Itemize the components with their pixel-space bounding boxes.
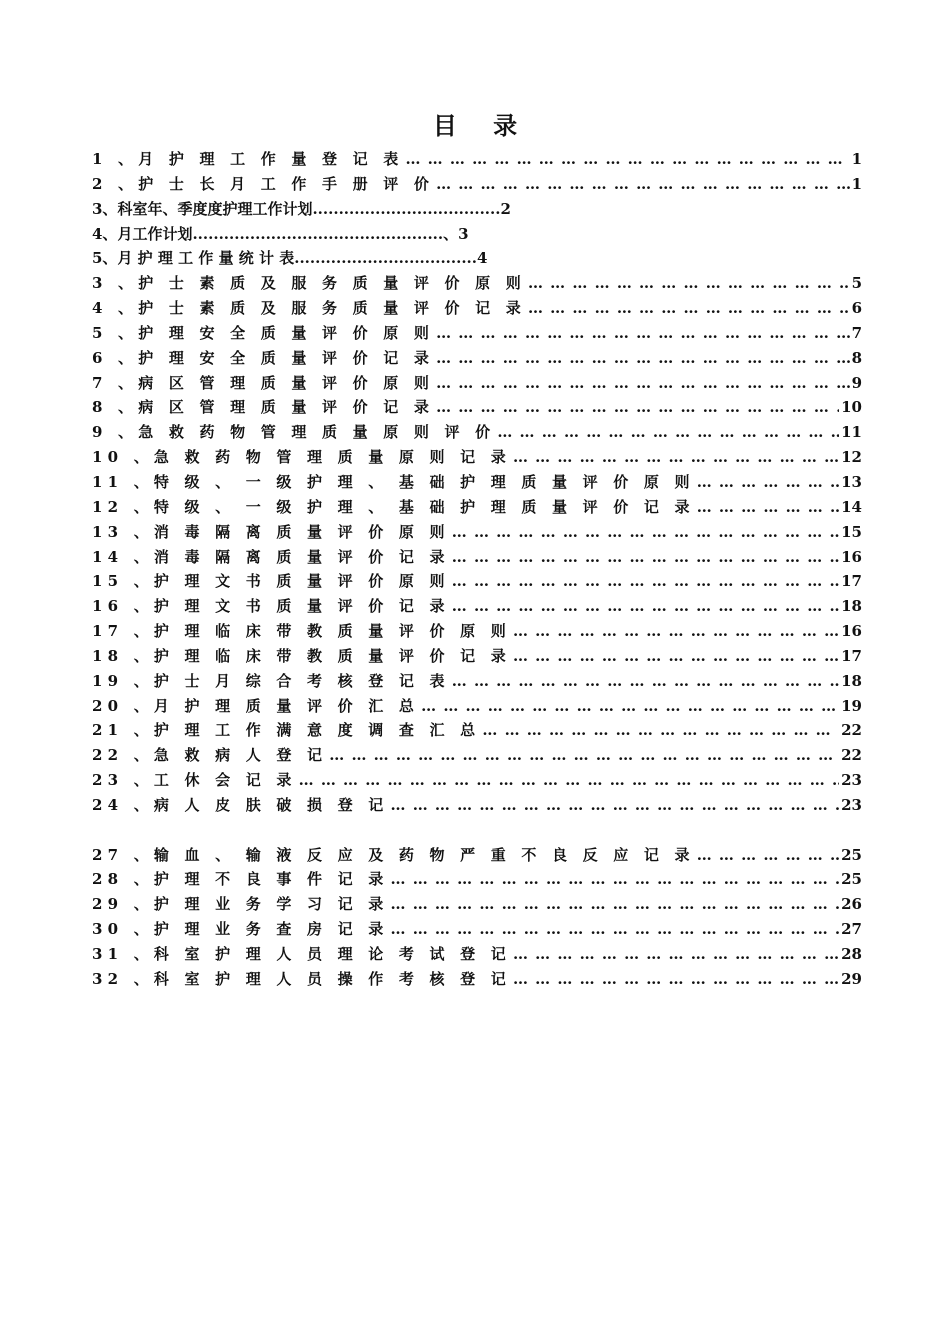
toc-entry-number: 16 、 xyxy=(92,597,154,616)
toc-entry-leader xyxy=(390,870,839,888)
toc-entry-leader xyxy=(697,498,839,516)
toc-entry-page: 6 xyxy=(851,299,862,318)
toc-entry[interactable] xyxy=(92,396,862,421)
toc-entry-label: 急 救 病 人 登 记 xyxy=(153,746,328,765)
toc-entry[interactable] xyxy=(92,297,862,322)
toc-entry[interactable] xyxy=(92,893,862,918)
toc-entry[interactable] xyxy=(92,173,862,198)
toc-entry-leader xyxy=(421,697,839,715)
toc-entry-label: 科室年、季度度护理工作计划 xyxy=(117,199,313,218)
toc-entry-leader xyxy=(329,746,839,764)
toc-entry-number: 7 、 xyxy=(92,373,139,392)
toc-entry-label: 月 护 理 质 量 评 价 汇 总 xyxy=(153,696,420,715)
toc-entry-number: 23 、 xyxy=(92,771,154,790)
toc-entry-leader: ................................................ xyxy=(192,224,444,243)
toc-entry-label: 月 护 理 工 作 量 登 记 表 xyxy=(138,150,404,168)
toc-entry-number: 4 、 xyxy=(92,299,139,318)
toc-entry-leader xyxy=(697,846,839,864)
toc-entry-label: 护 理 业 务 查 房 记 录 xyxy=(153,920,389,939)
toc-entry[interactable] xyxy=(92,620,862,645)
toc-entry-leader xyxy=(513,945,839,963)
toc-entry[interactable] xyxy=(92,794,862,819)
toc-entry[interactable] xyxy=(92,844,862,869)
toc-entry-page: 10 xyxy=(841,398,862,417)
toc-entry-leader xyxy=(436,175,849,193)
toc-entry-number: 13 、 xyxy=(92,522,154,541)
toc-entry[interactable] xyxy=(92,247,862,272)
toc-entry-number: 30 、 xyxy=(92,920,154,939)
toc-entry-leader xyxy=(436,398,839,416)
toc-entry-page: 23 xyxy=(841,795,862,814)
toc-entry-label: 病 区 管 理 质 量 评 价 记 录 xyxy=(138,398,435,417)
toc-entry-page: 1 xyxy=(851,174,862,193)
toc-entry-leader xyxy=(405,150,849,168)
toc-entry-number: 14 、 xyxy=(92,547,154,566)
toc-entry-number: 4、 xyxy=(92,224,118,243)
toc-entry-leader xyxy=(390,920,839,938)
toc-entry[interactable] xyxy=(92,347,862,372)
toc-entry[interactable] xyxy=(92,546,862,571)
toc-entry-leader xyxy=(390,796,839,814)
toc-entry-page: 26 xyxy=(841,895,862,914)
toc-entry-label: 护 理 文 书 质 量 评 价 原 则 xyxy=(153,572,450,591)
toc-entry-page: 29 xyxy=(841,969,862,988)
toc-entry-leader xyxy=(390,895,839,913)
toc-entry-page: 2 xyxy=(500,199,511,218)
toc-entry-page: 23 xyxy=(841,771,862,790)
toc-entry-label: 特 级 、 一 级 护 理 、 基 础 护 理 质 量 评 价 原 则 xyxy=(153,472,695,491)
toc-entry-leader xyxy=(436,374,849,392)
toc-entry-number: 22 、 xyxy=(92,746,154,765)
toc-entry-number: 2 、 xyxy=(92,174,139,193)
toc-entry-page: 18 xyxy=(841,671,862,690)
toc-entry-number: 12 、 xyxy=(92,497,154,516)
toc-entry-page: 13 xyxy=(841,472,862,491)
toc-entry-leader xyxy=(513,647,839,665)
toc-entry-number: 10 、 xyxy=(92,448,154,467)
toc-entry[interactable] xyxy=(92,645,862,670)
toc-entry-number: 11 、 xyxy=(92,472,154,491)
toc-entry-number: 17 、 xyxy=(92,622,154,641)
toc-entry-page: 22 xyxy=(841,721,862,740)
toc-entry-label: 月工作计划 xyxy=(117,224,193,243)
toc-entry-page: 15 xyxy=(841,522,862,541)
toc-entry-label: 护 理 不 良 事 件 记 录 xyxy=(153,870,389,889)
toc-entry-leader: .................................... xyxy=(312,199,501,218)
toc-entry-page: 1 xyxy=(851,150,862,168)
toc-entry[interactable] xyxy=(92,943,862,968)
toc-entry-page: 19 xyxy=(841,696,862,715)
toc-entry-number: 8 、 xyxy=(92,398,139,417)
toc-entry-label: 科 室 护 理 人 员 理 论 考 试 登 记 xyxy=(153,945,511,963)
toc-entry-leader xyxy=(452,597,839,615)
toc-entry-leader xyxy=(436,324,849,342)
toc-list xyxy=(92,148,862,993)
toc-entry-leader xyxy=(452,672,839,690)
toc-entry-leader xyxy=(452,523,839,541)
toc-entry-number: 18 、 xyxy=(92,646,154,665)
toc-entry[interactable] xyxy=(92,446,862,471)
toc-entry[interactable] xyxy=(92,198,862,223)
toc-entry-leader xyxy=(452,572,839,590)
toc-entry-number: 5、 xyxy=(92,249,118,268)
toc-entry[interactable] xyxy=(92,521,862,546)
toc-entry[interactable] xyxy=(92,372,862,397)
toc-entry-number: 32 、 xyxy=(92,969,154,988)
toc-entry[interactable] xyxy=(92,471,862,496)
toc-entry-page: 11 xyxy=(841,423,862,442)
toc-entry-page: 8 xyxy=(851,348,862,367)
toc-entry-number: 20 、 xyxy=(92,696,154,715)
toc-entry[interactable] xyxy=(92,670,862,695)
toc-entry-page: 12 xyxy=(841,448,862,467)
toc-entry-page: 25 xyxy=(841,845,862,864)
toc-entry[interactable] xyxy=(92,421,862,446)
toc-entry[interactable] xyxy=(92,322,862,347)
toc-entry-page: 4 xyxy=(477,249,488,268)
toc-entry[interactable] xyxy=(92,918,862,943)
toc-entry-label: 病 区 管 理 质 量 评 价 原 则 xyxy=(138,373,435,392)
toc-entry-label: 护 理 临 床 带 教 质 量 评 价 原 则 xyxy=(153,622,511,641)
toc-entry-leader xyxy=(482,721,839,739)
toc-entry-label: 工 休 会 记 录 xyxy=(153,771,297,790)
toc-entry-label: 特 级 、 一 级 护 理 、 基 础 护 理 质 量 评 价 记 录 xyxy=(153,497,695,516)
toc-entry-page: 7 xyxy=(851,323,862,342)
toc-entry-label: 急 救 药 物 管 理 质 量 原 则 评 价 xyxy=(138,423,496,442)
toc-entry-label: 护 理 业 务 学 习 记 录 xyxy=(153,895,389,914)
toc-entry-page: 28 xyxy=(841,945,862,963)
toc-entry-page: 16 xyxy=(841,547,862,566)
toc-entry-label: 护 理 临 床 带 教 质 量 评 价 记 录 xyxy=(153,646,511,665)
toc-entry-page: 18 xyxy=(841,597,862,616)
toc-entry-label: 月 护 理 工 作 量 统 计 表 xyxy=(117,249,295,268)
toc-entry-number: 6 、 xyxy=(92,348,139,367)
toc-entry-label: 急 救 药 物 管 理 质 量 原 则 记 录 xyxy=(153,448,511,467)
toc-entry-leader xyxy=(497,423,839,441)
toc-entry-label: 消 毒 隔 离 质 量 评 价 原 则 xyxy=(153,522,450,541)
toc-entry-label: 护 理 工 作 满 意 度 调 查 汇 总 xyxy=(153,721,481,740)
toc-entry[interactable] xyxy=(92,744,862,769)
toc-entry-page: 25 xyxy=(841,870,862,889)
toc-entry-page: 17 xyxy=(841,572,862,591)
toc-entry-number: 29 、 xyxy=(92,895,154,914)
toc-entry[interactable] xyxy=(92,769,862,794)
toc-entry-number: 27 、 xyxy=(92,845,154,864)
toc-entry-label: 护 理 安 全 质 量 评 价 记 录 xyxy=(138,348,435,367)
toc-entry-number: 5 、 xyxy=(92,323,139,342)
toc-entry-leader xyxy=(528,274,850,292)
toc-entry[interactable] xyxy=(92,148,862,173)
toc-entry-number: 28 、 xyxy=(92,870,154,889)
toc-entry-label: 护 士 素 质 及 服 务 质 量 评 价 记 录 xyxy=(138,299,526,318)
toc-entry[interactable] xyxy=(92,595,862,620)
toc-entry-page: 9 xyxy=(851,373,862,392)
toc-entry-label: 消 毒 隔 离 质 量 评 价 记 录 xyxy=(153,547,450,566)
toc-entry-leader xyxy=(299,771,840,789)
toc-entry-page: 17 xyxy=(841,646,862,665)
toc-entry-label: 护 士 月 综 合 考 核 登 记 表 xyxy=(153,671,450,690)
toc-entry-number: 24 、 xyxy=(92,795,154,814)
toc-entry-page: 5 xyxy=(851,274,862,293)
toc-entry-number: 15 、 xyxy=(92,572,154,591)
toc-entry-label: 输 血 、 输 液 反 应 及 药 物 严 重 不 良 反 应 记 录 xyxy=(153,845,695,864)
toc-entry-page: 14 xyxy=(841,497,862,516)
toc-entry-number: 1 、 xyxy=(92,150,139,168)
toc-entry-number: 31 、 xyxy=(92,945,154,963)
toc-entry-leader xyxy=(513,448,839,466)
toc-entry[interactable] xyxy=(92,570,862,595)
toc-entry[interactable] xyxy=(92,719,862,744)
toc-entry-leader xyxy=(436,349,849,367)
toc-entry-page: 27 xyxy=(841,920,862,939)
toc-entry[interactable] xyxy=(92,223,862,248)
toc-entry-label: 护 理 文 书 质 量 评 价 记 录 xyxy=(153,597,450,616)
toc-entry[interactable] xyxy=(92,695,862,720)
toc-entry-label: 护 士 素 质 及 服 务 质 量 评 价 原 则 xyxy=(138,274,526,293)
toc-entry-number: 9 、 xyxy=(92,423,139,442)
toc-title: 目 录 xyxy=(432,111,532,140)
toc-entry-leader xyxy=(528,299,850,317)
toc-entry-leader xyxy=(513,970,839,988)
toc-entry-label: 护 士 长 月 工 作 手 册 评 价 xyxy=(138,174,435,193)
toc-entry-label: 病 人 皮 肤 破 损 登 记 xyxy=(153,795,389,814)
toc-entry-number: 19 、 xyxy=(92,671,154,690)
toc-entry[interactable] xyxy=(92,272,862,297)
toc-entry-label: 科 室 护 理 人 员 操 作 考 核 登 记 xyxy=(153,969,511,988)
toc-entry-leader xyxy=(452,548,839,566)
toc-entry-number: 21 、 xyxy=(92,721,154,740)
toc-entry-number: 3、 xyxy=(92,199,118,218)
toc-entry-number: 3 、 xyxy=(92,274,139,293)
toc-entry[interactable] xyxy=(92,496,862,521)
toc-entry-page: 22 xyxy=(841,746,862,765)
toc-entry-page: 、3 xyxy=(443,224,469,243)
toc-entry[interactable] xyxy=(92,868,862,893)
toc-entry-leader xyxy=(697,473,839,491)
toc-entry-leader xyxy=(513,622,839,640)
toc-entry-page: 16 xyxy=(841,622,862,641)
toc-entry-label: 护 理 安 全 质 量 评 价 原 则 xyxy=(138,323,435,342)
toc-entry[interactable] xyxy=(92,968,862,993)
toc-entry-leader: ................................... xyxy=(294,249,477,268)
